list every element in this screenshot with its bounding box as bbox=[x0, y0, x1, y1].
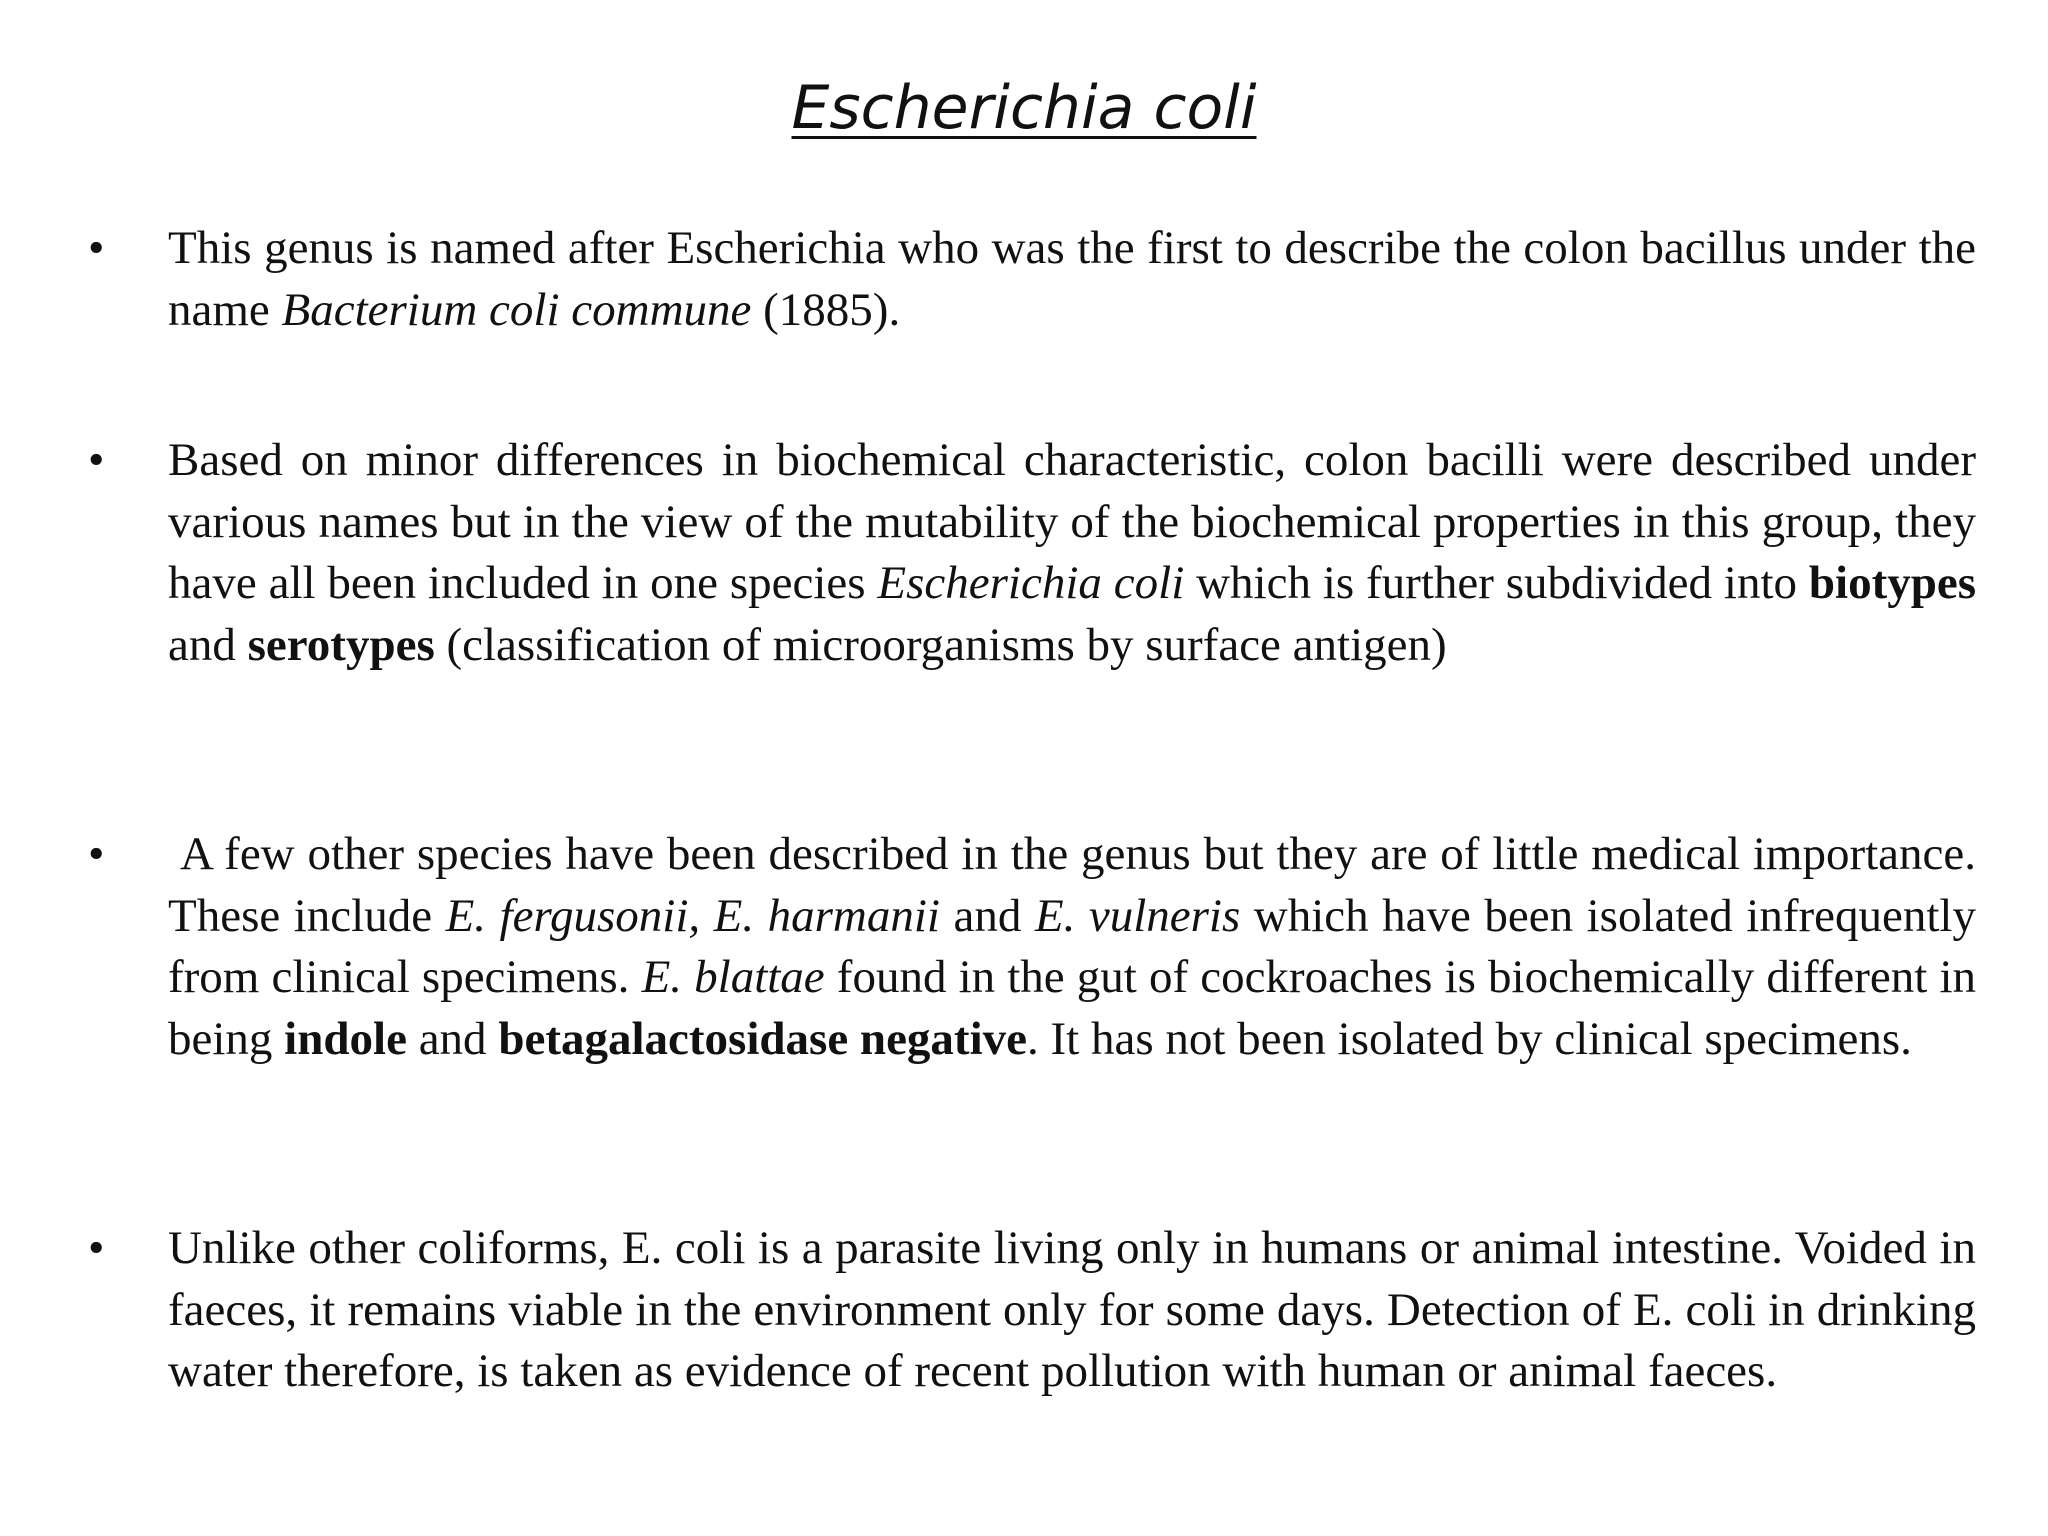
text-segment: which is further subdivided into bbox=[1184, 557, 1809, 609]
text-segment: Unlike other coliforms, E. coli is a parasite living only in humans or animal intestine. Voided in faeces, it remains viable in the environment only for some days. Detection of E. coli in drinking water therefore, is taken as evidence of recent pollution with human or animal faeces. bbox=[168, 1222, 1976, 1397]
bullet-item bbox=[88, 218, 1976, 341]
text-segment: A few other species have been described in the genus but they are of little medical importance. These include bbox=[168, 828, 1976, 942]
text-segment: found in the gut of cockroaches is biochemically different in being bbox=[168, 951, 1977, 1065]
bullet-item bbox=[88, 1218, 1976, 1403]
bullet-text bbox=[168, 828, 1976, 1065]
bullet-dot-icon: • bbox=[88, 434, 105, 486]
bullet-dot-icon: • bbox=[88, 1222, 105, 1274]
text-segment: Bacterium coli commune bbox=[281, 283, 752, 336]
text-segment: E. blattae bbox=[641, 951, 825, 1003]
bullet-dot-icon: • bbox=[88, 222, 105, 274]
text-segment: Based on minor differences in biochemical characteristic, colon bacilli were described under various names but in the view of the mutability of the biochemical properties in this group, they have all been included in one species bbox=[168, 434, 1976, 609]
text-segment: Escherichia coli bbox=[877, 557, 1185, 609]
text-segment: and bbox=[406, 1012, 499, 1065]
bullet-item bbox=[88, 430, 1977, 676]
text-segment: This genus is named after Escherichia who was the first to describe the colon bacillus under the name bbox=[168, 222, 1976, 336]
text-segment: and bbox=[940, 889, 1035, 942]
text-segment: betagalactosidase negative bbox=[498, 1012, 1027, 1065]
page-title bbox=[0, 68, 2048, 148]
bullet-text bbox=[168, 1222, 1976, 1397]
text-segment: E. vulneris bbox=[1034, 889, 1241, 942]
text-segment: E. fergusonii, E. harmanii bbox=[445, 889, 940, 942]
bullet-dot-icon: • bbox=[88, 828, 105, 880]
text-segment: which have been isolated infrequently from clinical specimens. bbox=[168, 889, 1976, 1003]
text-segment: and bbox=[168, 618, 248, 671]
text-segment: (1885). bbox=[751, 283, 901, 336]
text-segment: (classification of microorganisms by surface antigen) bbox=[434, 618, 1447, 671]
bullet-item bbox=[88, 824, 1977, 1070]
text-segment: . It has not been isolated by clinical specimens. bbox=[1027, 1012, 1912, 1065]
text-segment: biotypes bbox=[1808, 557, 1977, 609]
text-segment: indole bbox=[284, 1012, 407, 1065]
page-title-text: Escherichia coli bbox=[791, 73, 1257, 143]
text-segment: serotypes bbox=[247, 618, 435, 671]
bullet-text bbox=[168, 222, 1976, 336]
bullet-text bbox=[168, 434, 1976, 671]
